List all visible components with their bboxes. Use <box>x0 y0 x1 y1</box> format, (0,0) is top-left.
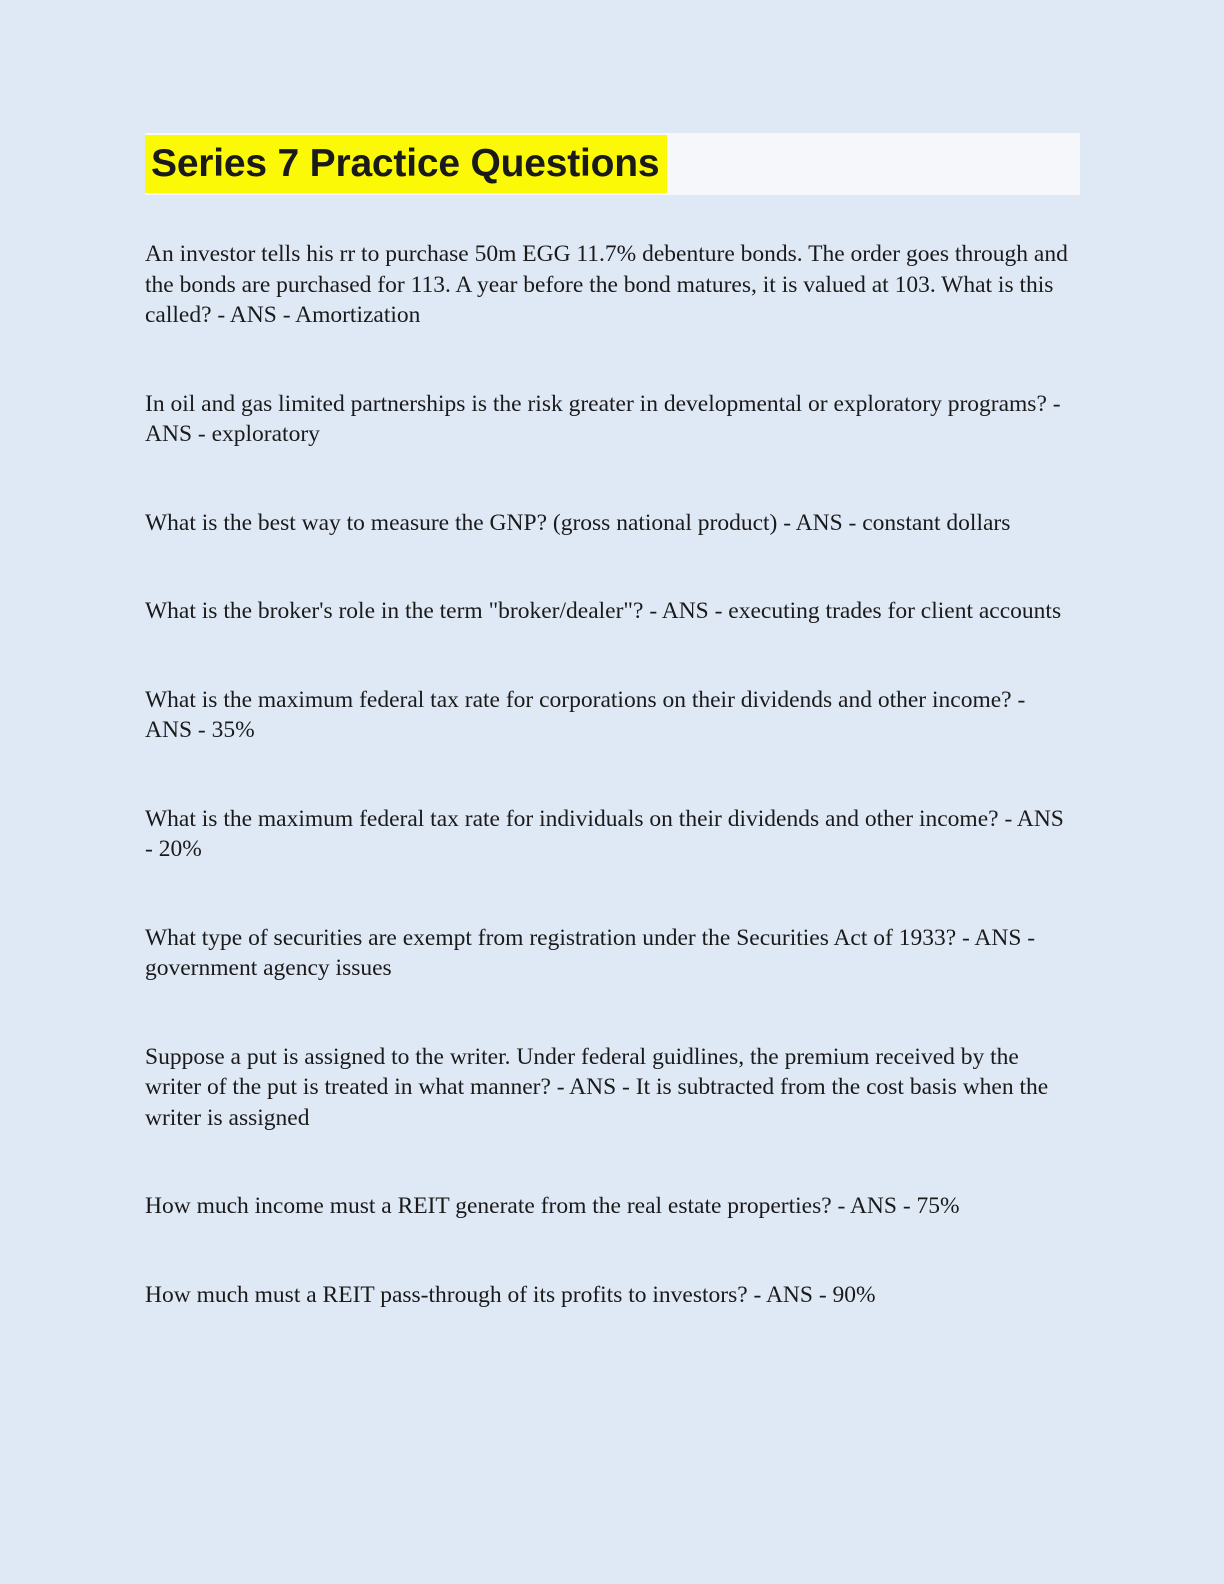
list-item: An investor tells his rr to purchase 50m EGG 11.7% debenture bonds. The order goes through and the bonds are purchased for 113. A year before the bond matures, it is valued at 103. What is this called? - ANS - Amortization <box>145 241 1068 328</box>
list-item: What is the maximum federal tax rate for corporations on their dividends and other income? - ANS - 35% <box>145 686 1026 743</box>
list-item: What type of securities are exempt from registration under the Securities Act of 1933? - ANS - government agency issues <box>145 924 1036 981</box>
list-item: What is the best way to measure the GNP? (gross national product) - ANS - constant dollars <box>145 509 1011 536</box>
list-item: Suppose a put is assigned to the writer. Under federal guidlines, the premium received by the writer of the put is treated in what manner? - ANS - It is subtracted from the cost basis when the writer is assigned <box>145 1043 1049 1131</box>
list-item: How much income must a REIT generate from the real estate properties? - ANS - 75% <box>145 1193 960 1219</box>
list-item: In oil and gas limited partnerships is the risk greater in developmental or exploratory programs? - ANS - exploratory <box>145 390 1061 447</box>
question-list <box>145 239 1075 1310</box>
list-item: What is the maximum federal tax rate for individuals on their dividends and other income? - ANS - 20% <box>145 805 1064 862</box>
list-item: How much must a REIT pass-through of its profits to investors? - ANS - 90% <box>145 1281 876 1308</box>
list-item: What is the broker's role in the term "broker/dealer"? - ANS - executing trades for client accounts <box>145 598 1062 624</box>
page-title: Series 7 Practice Questions <box>145 135 667 193</box>
title-banner <box>145 133 1080 195</box>
